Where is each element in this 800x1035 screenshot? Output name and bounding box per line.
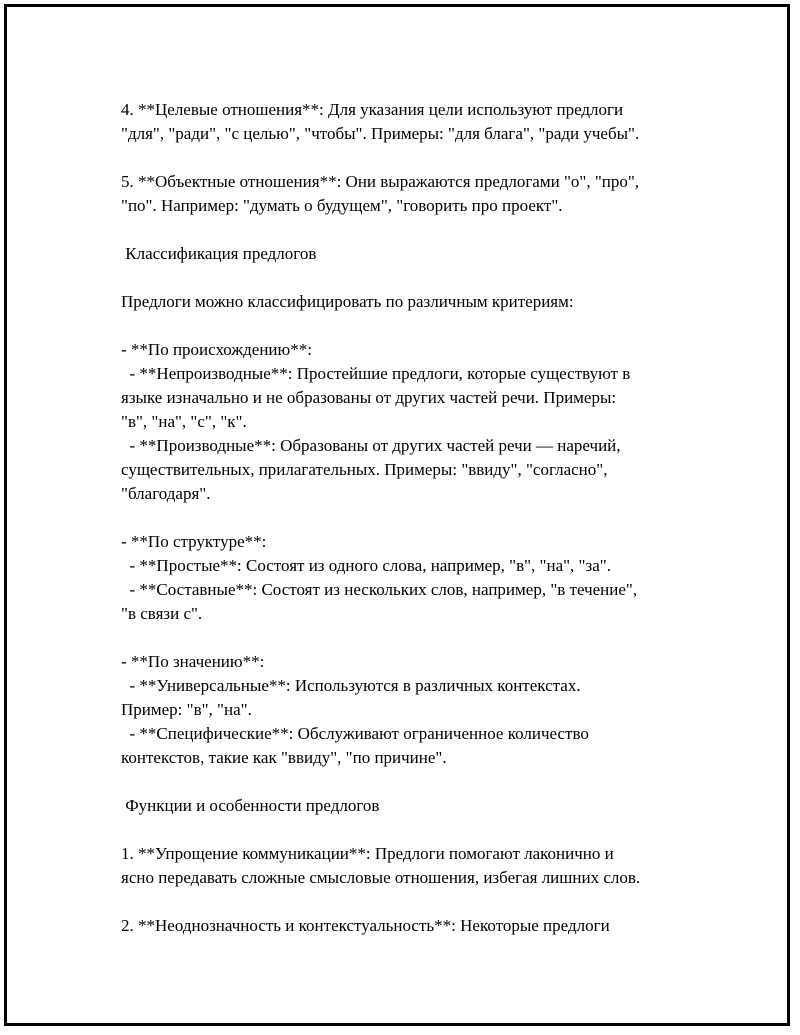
blank-line [121, 770, 701, 794]
text-line: - **Простые**: Состоят из одного слова, например, "в", "на", "за". [121, 556, 611, 575]
text-line: Пример: "в", "на". [121, 700, 252, 719]
text-line: 2. **Неоднозначность и контекстуальность**: Некоторые предлоги [121, 916, 610, 935]
text-line: - **Специфические**: Обслуживают ограниченное количество [121, 724, 589, 743]
document-text [121, 98, 701, 938]
blank-line [121, 314, 701, 338]
text-line: 4. **Целевые отношения**: Для указания цели используют предлоги [121, 100, 624, 119]
text-line: "по". Например: "думать о будущем", "говорить про проект". [121, 196, 563, 215]
text-line: - **Универсальные**: Используются в различных контекстах. [121, 676, 581, 695]
text-line: - **По значению**: [121, 652, 265, 671]
text-line: контекстов, такие как "ввиду", "по причине". [121, 748, 447, 767]
blank-line [121, 506, 701, 530]
text-line: - **По происхождению**: [121, 340, 312, 359]
text-line: "в связи с". [121, 604, 203, 623]
text-line: - **Составные**: Состоят из нескольких слов, например, "в течение", [121, 580, 638, 599]
blank-line [121, 818, 701, 842]
text-line: - **Непроизводные**: Простейшие предлоги, которые существуют в [121, 364, 631, 383]
blank-line [121, 890, 701, 914]
document-page [4, 4, 790, 1026]
text-line: "для", "ради", "с целью", "чтобы". Примеры: "для блага", "ради учебы". [121, 124, 640, 143]
text-line: 5. **Объектные отношения**: Они выражаются предлогами "о", "про", [121, 172, 640, 191]
text-line: "в", "на", "с", "к". [121, 412, 247, 431]
text-line: существительных, прилагательных. Примеры: "ввиду", "согласно", [121, 460, 608, 479]
text-line: Функции и особенности предлогов [121, 796, 380, 815]
text-line: Предлоги можно классифицировать по различным критериям: [121, 292, 574, 311]
text-line: - **Производные**: Образованы от других частей речи — наречий, [121, 436, 621, 455]
blank-line [121, 146, 701, 170]
text-line: "благодаря". [121, 484, 211, 503]
blank-line [121, 218, 701, 242]
text-line: ясно передавать сложные смысловые отношения, избегая лишних слов. [121, 868, 641, 887]
text-line: - **По структуре**: [121, 532, 267, 551]
text-line: 1. **Упрощение коммуникации**: Предлоги помогают лаконично и [121, 844, 614, 863]
text-line: языке изначально и не образованы от других частей речи. Примеры: [121, 388, 617, 407]
blank-line [121, 266, 701, 290]
text-line: Классификация предлогов [121, 244, 317, 263]
blank-line [121, 626, 701, 650]
